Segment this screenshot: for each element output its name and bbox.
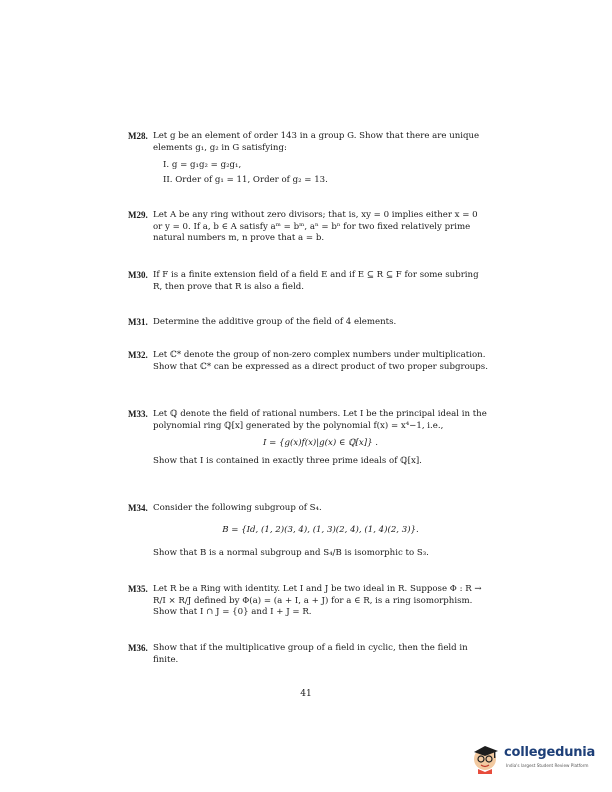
problem-conclusion: Show that I is contained in exactly three prime ideals of ℚ[x]. bbox=[153, 455, 422, 466]
mascot-icon bbox=[470, 738, 502, 774]
logo-tagline: India's largest Student Review Platform bbox=[506, 763, 589, 768]
problem-text: Consider the following subgroup of S₄. bbox=[153, 503, 322, 513]
logo-name: collegedunia bbox=[504, 745, 596, 760]
problem-text: Show that if the multiplicative group of a field in cyclic, then the field in finite. bbox=[153, 643, 468, 665]
problem-number: M29. bbox=[128, 210, 148, 220]
problem-text: Let ℂ* denote the group of non-zero complex numbers under multiplication. Show that ℂ* can be expressed as a direct product of two proper subgroups. bbox=[153, 350, 488, 372]
problem-subitems bbox=[163, 160, 488, 186]
problem-m34 bbox=[128, 503, 488, 560]
problem-text: Let R be a Ring with identity. Let I and J be two ideal in R. Suppose Φ : R → R/I × R/J defined by Φ(a) = (a + I, a + J) for a ∈ R, is a ring isomorphism. Show that I ∩ J = {0} and I + J = R. bbox=[153, 584, 482, 618]
display-equation: I = {g(x)f(x)|g(x) ∈ ℚ[x]} . bbox=[262, 438, 379, 449]
problem-conclusion: Show that B is a normal subgroup and S₄/B is isomorphic to S₃. bbox=[153, 548, 429, 559]
page-number: 41 bbox=[300, 689, 312, 699]
problem-m29 bbox=[128, 210, 488, 245]
problem-text: Determine the additive group of the field of 4 elements. bbox=[153, 317, 397, 327]
problem-m28 bbox=[128, 131, 488, 189]
problem-m32 bbox=[128, 350, 488, 373]
problem-number: M35. bbox=[128, 584, 148, 594]
problem-text: If F is a finite extension field of a field E and if E ⊆ R ⊆ F for some subring R, then prove that R is also a field. bbox=[153, 270, 479, 292]
problem-number: M34. bbox=[128, 503, 148, 513]
problem-number: M36. bbox=[128, 643, 148, 653]
problem-m33 bbox=[128, 409, 488, 467]
subitem-2: II. Order of g₁ = 11, Order of g₂ = 13. bbox=[163, 174, 328, 185]
problem-m36 bbox=[128, 643, 488, 666]
problem-number: M31. bbox=[128, 317, 148, 327]
problem-m30 bbox=[128, 270, 488, 293]
problem-number: M32. bbox=[128, 350, 148, 360]
problem-number: M33. bbox=[128, 409, 148, 419]
problem-m31 bbox=[128, 317, 488, 329]
problem-number: M28. bbox=[128, 131, 148, 141]
problem-m35 bbox=[128, 584, 488, 619]
problem-text: Let g be an element of order 143 in a group G. Show that there are unique elements g₁, g₂ in G satisfying: bbox=[153, 131, 480, 153]
problem-number: M30. bbox=[128, 270, 148, 280]
collegedunia-logo bbox=[470, 738, 610, 778]
subitem-1: I. g = g₁g₂ = g₂g₁, bbox=[163, 160, 242, 171]
problem-text: Let ℚ denote the field of rational numbers. Let I be the principal ideal in the polynomial ring ℚ[x] generated by the polynomial f(x) = x⁴−1, i.e., bbox=[153, 409, 487, 431]
problem-text: Let A be any ring without zero divisors; that is, xy = 0 implies either x = 0 or y = 0. If a, b ∈ A satisfy aᵐ = bᵐ, aⁿ = bⁿ for two fixed relatively prime natural numbers m, n prove that a = b. bbox=[153, 210, 478, 244]
display-equation: B = {Id, (1, 2)(3, 4), (1, 3)(2, 4), (1, 4)(2, 3)}. bbox=[222, 524, 419, 535]
